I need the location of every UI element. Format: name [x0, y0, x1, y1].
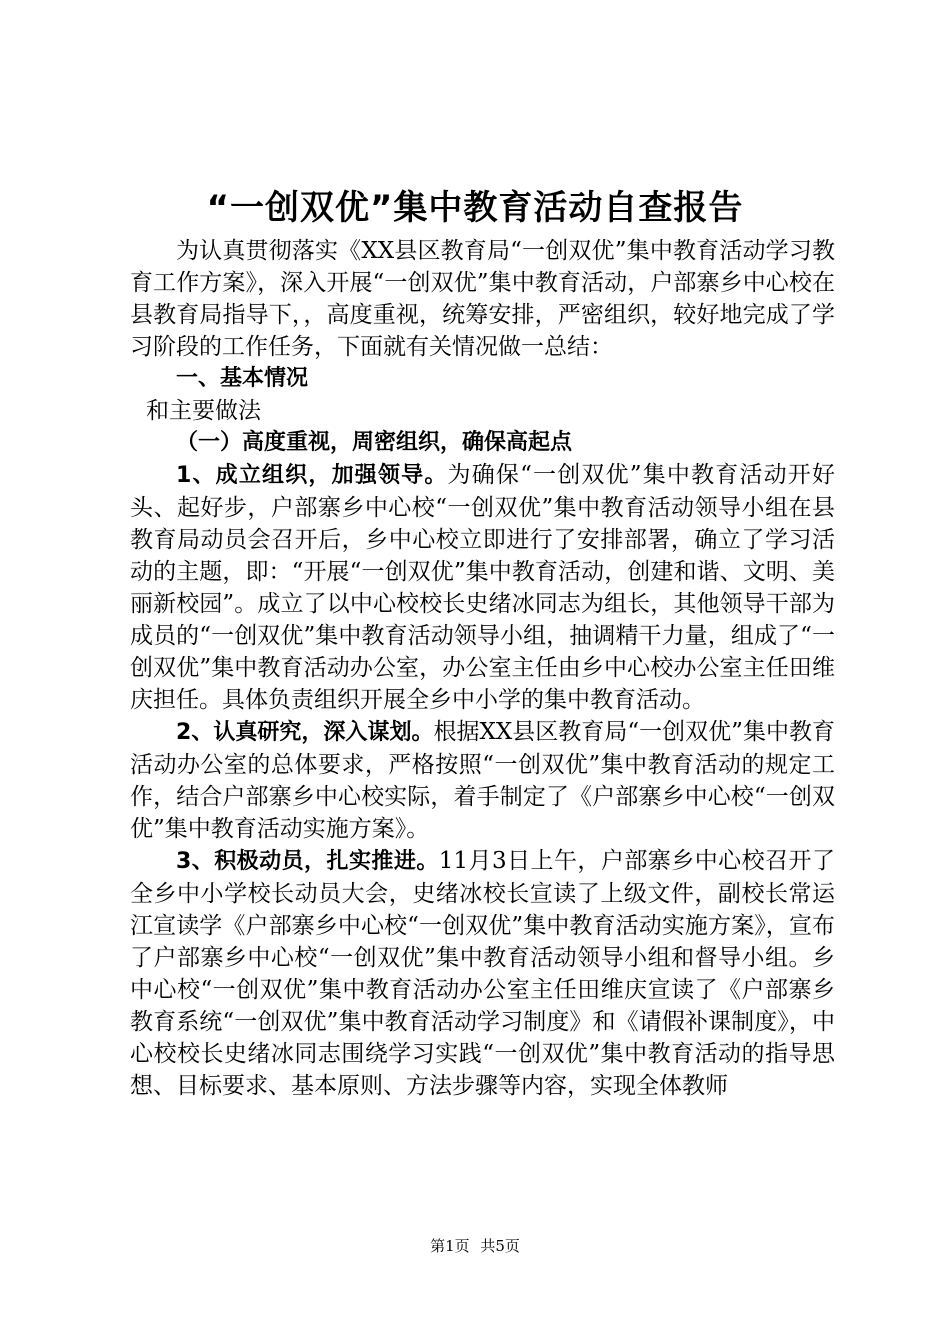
item-paragraph-2: [130, 716, 835, 845]
item-lead-2: 2、认真研究，深入谋划。: [176, 720, 434, 745]
page-footer: [0, 1236, 950, 1256]
intro-paragraph: 为认真贯彻落实《XX县区教育局“一创双优”集中教育活动学习教育工作方案》，深入开展“一创双优”集中教育活动，户部寨乡中心校在县教育局指导下，，高度重视，统筹安排，严密组织，较好地完成了学习阶段的工作任务，下面就有关情况做一总结：: [130, 238, 835, 360]
item-text-3: 11月3日上午，户部寨乡中心校召开了全乡中小学校长动员大会，史绪冰校长宣读了上级文件，副校长常运江宣读学《户部寨乡中心校“一创双优”集中教育活动实施方案》，宣布了户部寨乡中心校“一创双优”集中教育活动领导小组和督导小组。乡中心校“一创双优”集中教育活动办公室主任田维庆宣读了《户部寨乡教育系统“一创双优”集中教育活动学习制度》和《请假补课制度》，中心校校长史绪冰同志围绕学习实践“一创双优”集中教育活动的指导思想、目标要求、基本原则、方法步骤等内容，实现全体教师: [130, 848, 836, 1099]
page-total: 共5页: [480, 1237, 520, 1255]
subsection-heading: （一）高度重视，周密组织，确保高起点: [176, 430, 573, 455]
item-text-1: 为确保“一创双优”集中教育活动开好头、起好步，户部寨乡中心校“一创双优”集中教育活动领导小组在县教育局动员会召开后，乡中心校立即进行了安排部署，确立了学习活动的主题，即：“开展“一创双优”集中教育活动，创建和谐、文明、美丽新校园”。成立了以中心校校长史绪冰同志为组长，其他领导干部为成员的“一创双优”集中教育活动领导小组，抽调精干力量，组成了“一创双优”集中教育活动办公室，办公室主任由乡中心校办公室主任田维庆担任。具体负责组织开展全乡中小学的集中教育活动。: [130, 462, 835, 713]
item-paragraph-3: [130, 845, 835, 1102]
section-heading: 一、基本情况: [176, 366, 309, 391]
document-title: “一创双优”集中教育活动自查报告: [206, 188, 744, 228]
section-subheading: 和主要做法: [146, 398, 261, 424]
document-body: [130, 235, 835, 1102]
item-lead-3: 3、积极动员，扎实推进。: [176, 849, 439, 874]
item-lead-1: 1、成立组织，加强领导。: [176, 463, 448, 488]
item-paragraph-1: [130, 459, 835, 716]
item-text-2: 根据XX县区教育局“一创双优”集中教育活动办公室的总体要求，严格按照“一创双优”集中教育活动的规定工作，结合户部寨乡中心校实际，着手制定了《户部寨乡中心校“一创双优”集中教育活动实施方案》。: [130, 719, 835, 842]
page-number: 第1页: [430, 1237, 470, 1255]
